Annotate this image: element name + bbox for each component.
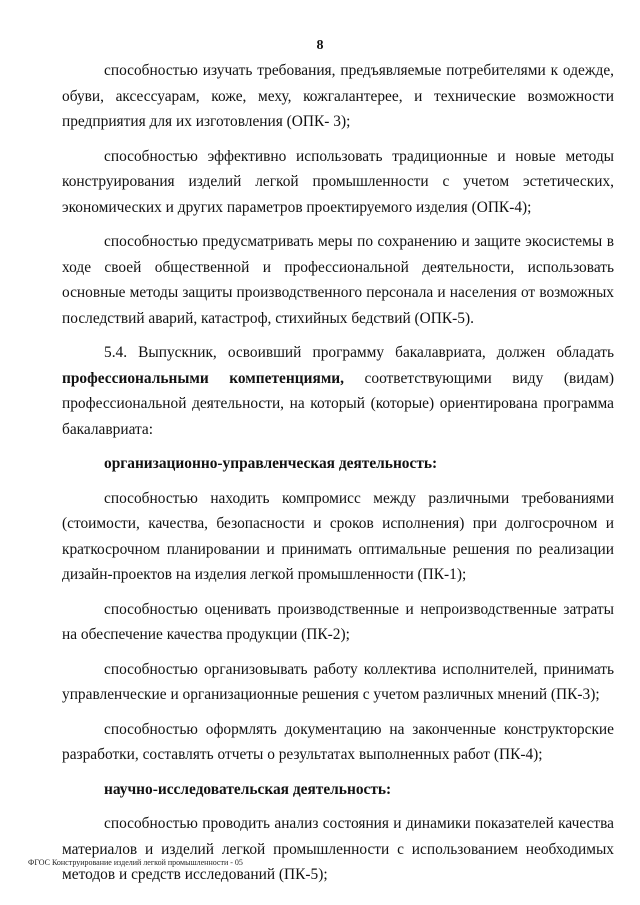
document-body xyxy=(62,58,614,897)
paragraph-opk-5: способностью предусматривать меры по сохранению и защите экосистемы в ходе своей общественной и профессиональной деятельности, использовать основные методы защиты производственного персонала и населения от возможных последствий аварий, катастроф, стихийных бедствий (ОПК-5). xyxy=(62,233,614,327)
paragraph-opk-4: способностью эффективно использовать традиционные и новые методы конструирования изделий легкой промышленности с учетом эстетических, экономических и других параметров проектируемого изделия (ОПК-4); xyxy=(62,147,614,216)
section-5-4-prefix: 5.4. Выпускник, освоивший программу бакалавриата, должен обладать xyxy=(104,344,614,361)
paragraph-pk-3: способностью организовывать работу коллектива исполнителей, принимать управленческие и организационные решения с учетом различных мнений (ПК-3); xyxy=(62,660,614,703)
page-number: 8 xyxy=(316,38,324,53)
heading-organizational: организационно-управленческая деятельность: xyxy=(104,455,438,472)
paragraph-section-5-4 xyxy=(62,340,614,442)
section-5-4-bold: профессиональными компетенциями, xyxy=(62,369,345,387)
paragraph-opk-3: способностью изучать требования, предъявляемые потребителями к одежде, обуви, аксессуарам, коже, меху, кожгалантерее, и технические возможности предприятия для их изготовления (ОПК- 3); xyxy=(62,62,614,130)
document-footer: ФГОС Конструирование изделий легкой промышленности - 05 xyxy=(28,858,243,867)
paragraph-pk-1: способностью находить компромисс между различными требованиями (стоимости, качества, безопасности и сроков исполнения) при долгосрочном и краткосрочном планировании и принимать оптимальные решения по реализации дизайн-проектов на изделия легкой промышленности (ПК-1); xyxy=(62,489,614,583)
paragraph-pk-5: способностью проводить анализ состояния и динамики показателей качества материалов и изделий легкой промышленности с использованием необходимых методов и средств исследований (ПК-5); xyxy=(62,815,614,883)
heading-research: научно-исследовательская деятельность: xyxy=(104,780,392,798)
paragraph-pk-2: способностью оценивать производственные и непроизводственные затраты на обеспечение качества продукции (ПК-2); xyxy=(62,600,614,643)
section-5-4-suffix: соответствующими виду (видам) профессиональной деятельности, на который (которые) ориентирована программа бакалавриата: xyxy=(62,369,614,438)
paragraph-pk-4: способностью оформлять документацию на законченные конструкторские разработки, составлять отчеты о результатах выполненных работ (ПК-4); xyxy=(62,720,614,763)
